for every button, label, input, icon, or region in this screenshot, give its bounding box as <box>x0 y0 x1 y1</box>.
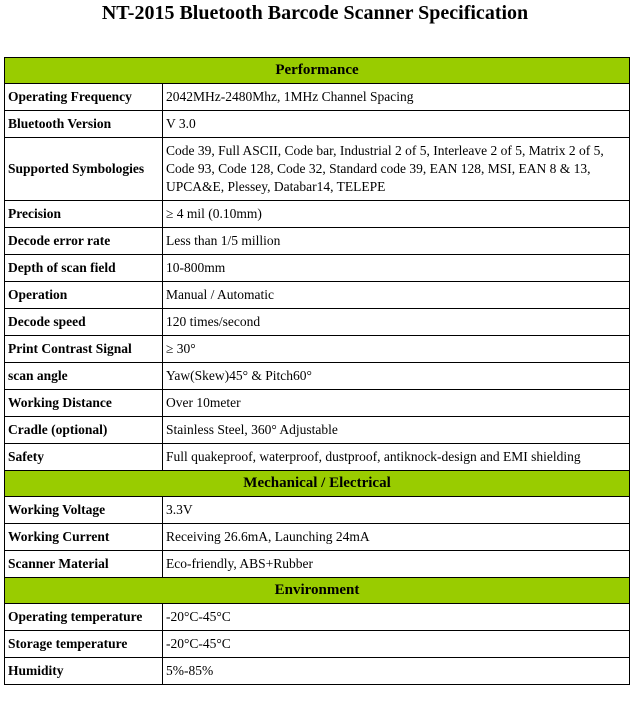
spec-value: V 3.0 <box>163 111 630 138</box>
spec-row <box>5 84 630 111</box>
spec-row <box>5 282 630 309</box>
spec-row <box>5 138 630 201</box>
spec-row <box>5 497 630 524</box>
spec-row <box>5 658 630 685</box>
spec-value: 120 times/second <box>163 309 630 336</box>
spec-value: 5%-85% <box>163 658 630 685</box>
spec-label: Decode error rate <box>5 228 163 255</box>
spec-label: Humidity <box>5 658 163 685</box>
spec-label: Depth of scan field <box>5 255 163 282</box>
spec-value: -20°C-45°C <box>163 631 630 658</box>
spec-value: Over 10meter <box>163 390 630 417</box>
spec-row <box>5 444 630 471</box>
spec-label: Bluetooth Version <box>5 111 163 138</box>
spec-row <box>5 417 630 444</box>
spec-label: Storage temperature <box>5 631 163 658</box>
spec-value: 2042MHz-2480Mhz, 1MHz Channel Spacing <box>163 84 630 111</box>
spec-value: Eco-friendly, ABS+Rubber <box>163 551 630 578</box>
spec-label: Operating temperature <box>5 604 163 631</box>
spec-label: Print Contrast Signal <box>5 336 163 363</box>
spec-value: Receiving 26.6mA, Launching 24mA <box>163 524 630 551</box>
section-title: Environment <box>5 578 630 604</box>
page-title: NT-2015 Bluetooth Barcode Scanner Specification <box>101 2 529 24</box>
section-header-performance <box>5 58 630 84</box>
title-spacer <box>0 27 630 57</box>
spec-value: 3.3V <box>163 497 630 524</box>
spec-label: Working Current <box>5 524 163 551</box>
spec-value: Full quakeproof, waterproof, dustproof, antiknock-design and EMI shielding <box>163 444 630 471</box>
spec-value: Yaw(Skew)45° & Pitch60° <box>163 363 630 390</box>
spec-value: Manual / Automatic <box>163 282 630 309</box>
spec-row <box>5 255 630 282</box>
spec-label: scan angle <box>5 363 163 390</box>
spec-value: 10-800mm <box>163 255 630 282</box>
spec-value: ≥ 4 mil (0.10mm) <box>163 201 630 228</box>
spec-value: Less than 1/5 million <box>163 228 630 255</box>
section-header-mechanical <box>5 471 630 497</box>
spec-value: -20°C-45°C <box>163 604 630 631</box>
spec-row <box>5 336 630 363</box>
spec-label: Supported Symbologies <box>5 138 163 201</box>
spec-label: Operating Frequency <box>5 84 163 111</box>
spec-value: ≥ 30° <box>163 336 630 363</box>
spec-row <box>5 631 630 658</box>
section-header-environment <box>5 578 630 604</box>
spec-row <box>5 524 630 551</box>
spec-value: Stainless Steel, 360° Adjustable <box>163 417 630 444</box>
spec-label: Precision <box>5 201 163 228</box>
spec-row <box>5 111 630 138</box>
section-title: Mechanical / Electrical <box>5 471 630 497</box>
spec-row <box>5 228 630 255</box>
spec-label: Safety <box>5 444 163 471</box>
spec-label: Decode speed <box>5 309 163 336</box>
spec-row <box>5 390 630 417</box>
spec-row <box>5 309 630 336</box>
spec-row <box>5 201 630 228</box>
spec-value: Code 39, Full ASCII, Code bar, Industrial 2 of 5, Interleave 2 of 5, Matrix 2 of 5, Code 93, Code 128, Code 32, Standard code 39, EAN 128, MSI, EAN 8 & 13, UPCA&E, Plessey, Databar14, TELEPE <box>163 138 630 201</box>
spec-label: Scanner Material <box>5 551 163 578</box>
spec-row <box>5 551 630 578</box>
spec-label: Operation <box>5 282 163 309</box>
spec-table <box>4 57 630 685</box>
spec-row <box>5 363 630 390</box>
section-title: Performance <box>5 58 630 84</box>
spec-label: Working Voltage <box>5 497 163 524</box>
spec-label: Working Distance <box>5 390 163 417</box>
spec-row <box>5 604 630 631</box>
spec-label: Cradle (optional) <box>5 417 163 444</box>
